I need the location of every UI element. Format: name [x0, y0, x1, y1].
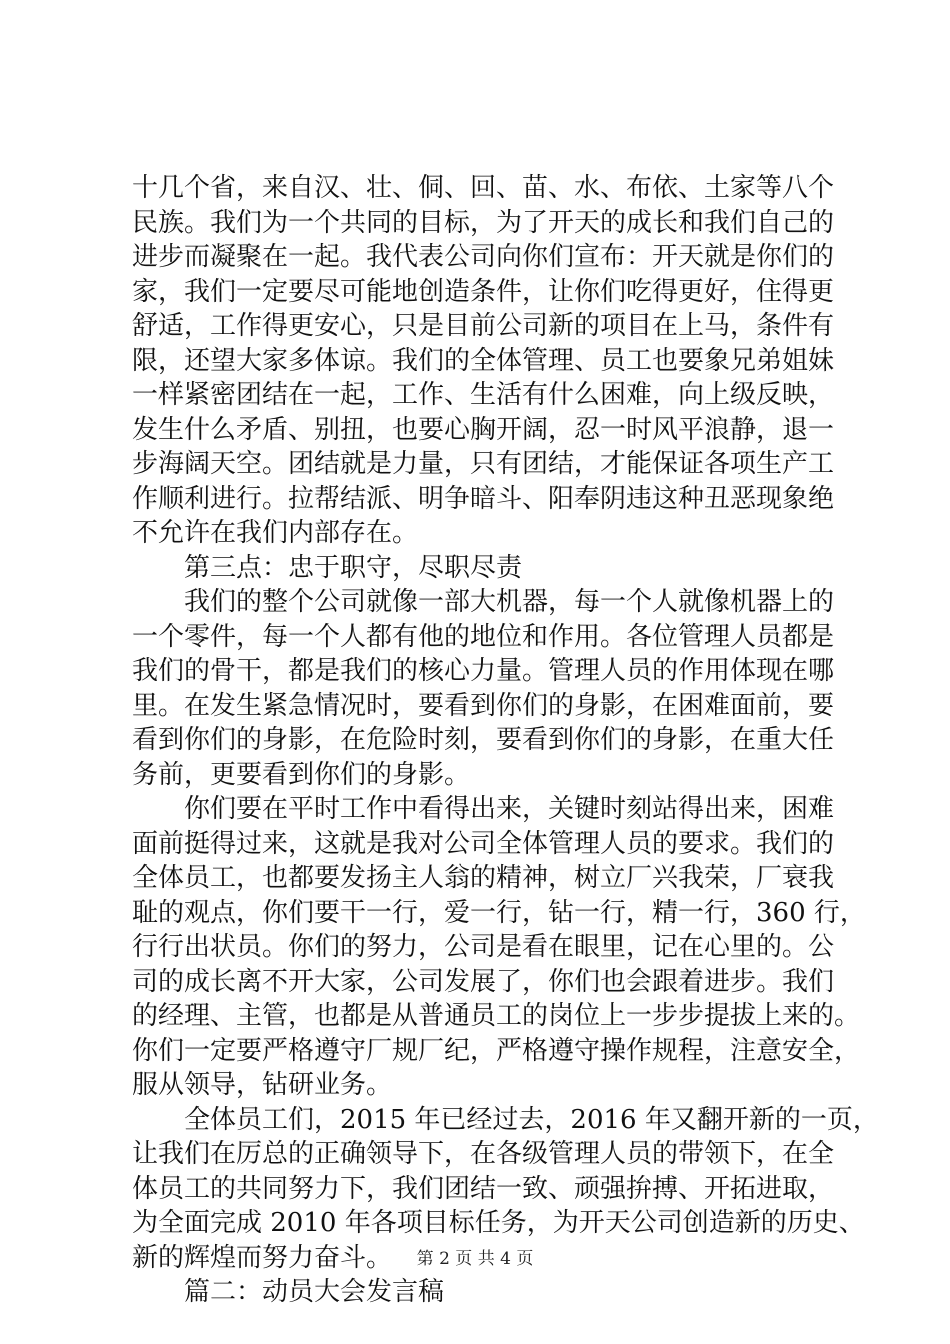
text-line: 进步而凝聚在一起。我代表公司向你们宣布：开天就是你们的	[132, 242, 835, 272]
text-line: 看到你们的身影，在危险时刻，要看到你们的身影，在重大任	[132, 725, 835, 755]
text-line: 发生什么矛盾、别扭，也要心胸开阔，忍一时风平浪静，退一	[132, 414, 835, 445]
text-line: 的经理、主管，也都是从普通员工的岗位上一步步提拔上来的。	[132, 1001, 861, 1031]
text-line: 我们的整个公司就像一部大机器，每一个人就像机器上的	[184, 587, 835, 617]
text-line: 你们要在平时工作中看得出来，关键时刻站得出来，困难	[184, 794, 835, 824]
text-line: 体员工的共同努力下，我们团结一致、顽强拚搏、开拓进取，	[132, 1173, 835, 1204]
page-footer: 第 2 页 共 4 页	[416, 1249, 534, 1269]
text-line: 面前挺得过来，这就是我对公司全体管理人员的要求。我们的	[132, 828, 835, 859]
text-line: 第三点：忠于职守，尽职尽责	[184, 552, 523, 583]
text-line: 全体员工们，2015 年已经过去，2016 年又翻开新的一页，	[184, 1104, 879, 1135]
text-line: 十几个省，来自汉、壮、侗、回、苗、水、布依、土家等八个	[132, 173, 835, 203]
text-line: 司的成长离不开大家，公司发展了，你们也会跟着进步。我们	[132, 966, 835, 997]
text-line: 作顺利进行。拉帮结派、明争暗斗、阳奉阴违这种丑恶现象绝	[132, 483, 835, 514]
text-line: 篇二：动员大会发言稿	[184, 1277, 445, 1307]
text-line: 里。在发生紧急情况时，要看到你们的身影，在困难面前，要	[132, 690, 835, 721]
text-line: 行行出状员。你们的努力，公司是看在眼里，记在心里的。公	[132, 932, 835, 962]
text-line: 一个零件，每一个人都有他的地位和作用。各位管理人员都是	[132, 621, 835, 652]
text-line: 限，还望大家多体谅。我们的全体管理、员工也要象兄弟姐妹	[132, 345, 835, 376]
text-line: 为全面完成 2010 年各项目标任务，为开天公司创造新的历史、	[132, 1208, 865, 1238]
text-line: 务前，更要看到你们的身影。	[132, 759, 471, 790]
text-line: 我们的骨干，都是我们的核心力量。管理人员的作用体现在哪	[132, 656, 835, 686]
text-line: 舒适，工作得更安心，只是目前公司新的项目在上马，条件有	[132, 311, 835, 341]
text-line: 家，我们一定要尽可能地创造条件，让你们吃得更好，住得更	[132, 276, 835, 307]
text-line: 不允许在我们内部存在。	[132, 518, 419, 548]
text-line: 步海阔天空。团结就是力量，只有团结，才能保证各项生产工	[132, 449, 835, 479]
text-line: 服从领导，钻研业务。	[132, 1070, 393, 1100]
document-body	[132, 171, 879, 1310]
text-line: 全体员工，也都要发扬主人翁的精神，树立厂兴我荣，厂衰我	[132, 863, 835, 893]
text-line: 你们一定要严格遵守厂规厂纪，严格遵守操作规程，注意安全，	[132, 1035, 861, 1066]
text-line: 让我们在厉总的正确领导下，在各级管理人员的带领下，在全	[132, 1139, 835, 1169]
text-line: 耻的观点，你们要干一行，爱一行，钻一行，精一行，360 行，	[132, 897, 866, 928]
text-line: 民族。我们为一个共同的目标，为了开天的成长和我们自己的	[132, 207, 835, 238]
text-line: 一样紧密团结在一起，工作、生活有什么困难，向上级反映，	[132, 380, 835, 410]
text-line: 新的辉煌而努力奋斗。	[132, 1242, 393, 1273]
